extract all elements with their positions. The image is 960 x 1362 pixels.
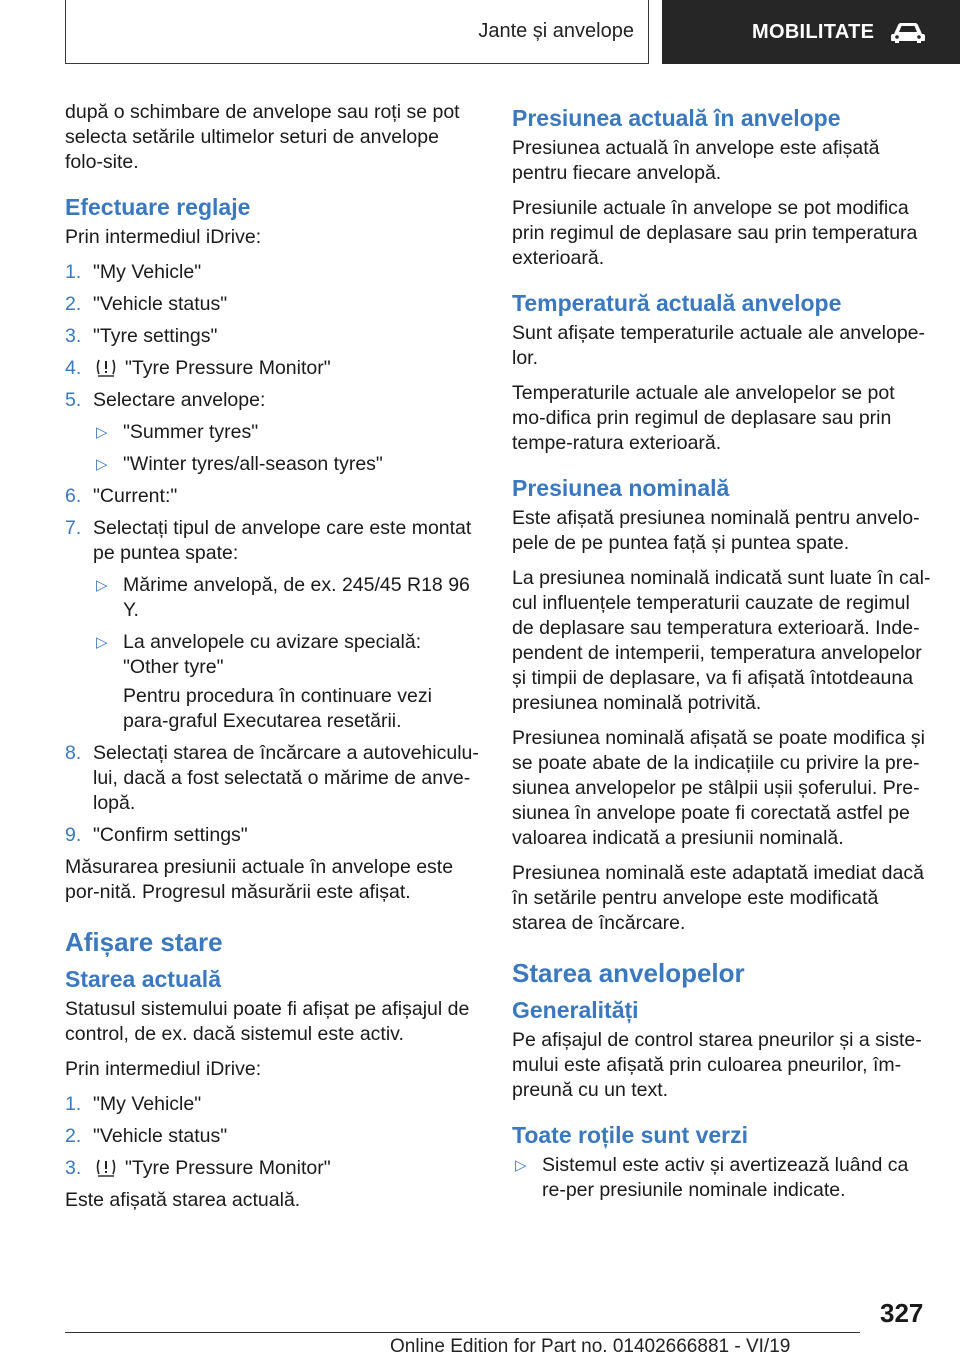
green-wheels-list (512, 1153, 932, 1203)
status-paragraph: Statusul sistemului poate fi afișat pe afișajul de control, de ex. dacă sistemul este activ. (65, 998, 470, 1045)
car-icon (890, 20, 926, 44)
tyre-type-sublist (93, 420, 480, 477)
heading-presiunea-nominala: Presiunea nominală (512, 475, 730, 501)
right-column (512, 100, 932, 1203)
list-item: 6. "Current:" (65, 485, 178, 507)
header-chapter-box (662, 0, 960, 64)
paragraph: Presiunea nominală afișată se poate modifica și se poate abate de la indicațiile cu privire la pre-siunea anvelopelor pe stâlpii ușii șoferului. Pre-siunea în anvelope poate fi corectată astfel pe valoarea indicată a presiunii nominală. (512, 727, 925, 849)
footer-divider (65, 1332, 860, 1333)
triangle-bullet-icon: ▷ (96, 577, 108, 594)
heading-afisare-stare: Afișare stare (65, 927, 223, 957)
list-item: 7. Selectați tipul de anvelope care este montat pe puntea spate: ▷ Mărime anvelopă, de ex. 245/45 R18 96 Y. ▷ La anvelopele cu avizare specială: "Other tyre" Pentru procedura în continuare vezi para-graful Executarea resetării. (65, 516, 480, 734)
reset-note: Pentru procedura în continuare vezi para-graful Executarea resetării. (123, 685, 432, 732)
list-item: 5. Selectare anvelope: ▷ "Summer tyres" ▷ "Winter tyres/all-season tyres" (65, 388, 480, 477)
list-item: ▷ Mărime anvelopă, de ex. 245/45 R18 96 Y. (96, 574, 470, 621)
paragraph: Presiunea actuală în anvelope este afișată pentru fiecare anvelopă. (512, 137, 880, 184)
rear-tyre-sublist (93, 573, 480, 734)
paragraph: Sunt afișate temperaturile actuale ale anvelope-lor. (512, 322, 926, 369)
heading-generalitati: Generalități (512, 997, 639, 1023)
paragraph: Este afișată presiunea nominală pentru anvelo-pele de pe puntea față și puntea spate. (512, 507, 920, 554)
paragraph: Temperaturile actuale ale anvelopelor se pot mo-difica prin regimul de deplasare sau prin tempe-ratura exterioară. (512, 382, 895, 454)
heading-roti-verzi: Toate roțile sunt verzi (512, 1122, 749, 1148)
list-item: 4. "Tyre Pressure Monitor" (65, 357, 331, 379)
paragraph: Presiunile actuale în anvelope se pot modifica prin regimul de deplasare sau prin temperatura exterioară. (512, 197, 918, 269)
triangle-bullet-icon: ▷ (96, 424, 108, 441)
list-item: ▷ "Summer tyres" (96, 421, 259, 443)
list-item: 2. "Vehicle status" (65, 293, 228, 315)
tyre-pressure-warning-icon (95, 357, 117, 377)
list-item: 1. "My Vehicle" (65, 1093, 202, 1115)
triangle-bullet-icon: ▷ (96, 634, 108, 651)
current-status-shown: Este afișată starea actuală. (65, 1189, 301, 1211)
header-chapter-title: MOBILITATE (752, 20, 875, 43)
paragraph: Presiunea nominală este adaptată imediat dacă în setările pentru anvelope este modificată starea de încărcare. (512, 862, 924, 934)
list-item: 2. "Vehicle status" (65, 1125, 228, 1147)
paragraph: Pe afișajul de control starea pneurilor și a siste-mului este afișată prin culoarea pneurilor, îm-preună cu un text. (512, 1029, 922, 1101)
settings-steps-list (65, 260, 480, 848)
list-item: ▷ La anvelopele cu avizare specială: "Other tyre" Pentru procedura în continuare vezi para-graful Executarea resetării. (93, 630, 480, 734)
heading-starea-anvelopelor: Starea anvelopelor (512, 958, 745, 988)
header-section-box (65, 0, 649, 64)
list-item: ▷ "Winter tyres/all-season tyres" (96, 453, 383, 475)
page-number: 327 (880, 1298, 924, 1328)
intro-paragraph: după o schimbare de anvelope sau roți se pot selecta setările ultimelor seturi de anvelope folo-site. (65, 101, 460, 173)
triangle-bullet-icon: ▷ (515, 1157, 527, 1174)
via-idrive-text-2: Prin intermediul iDrive: (65, 1058, 262, 1080)
list-item: 3. "Tyre Pressure Monitor" (65, 1157, 331, 1179)
header-section-title: Jante și anvelope (478, 20, 634, 42)
tyre-pressure-warning-icon (95, 1157, 117, 1177)
via-idrive-text: Prin intermediul iDrive: (65, 226, 262, 248)
heading-efectuare-reglaje: Efectuare reglaje (65, 194, 251, 220)
left-column (65, 100, 480, 1223)
status-steps-list (65, 1092, 480, 1181)
list-item: ▷ Sistemul este activ și avertizează luând ca re-per presiunile nominale indicate. (515, 1154, 909, 1201)
heading-presiunea-actuala: Presiunea actuală în anvelope (512, 105, 841, 131)
heading-temperatura: Temperatură actuală anvelope (512, 290, 842, 316)
list-item: 3. "Tyre settings" (65, 325, 218, 347)
list-item: 9. "Confirm settings" (65, 824, 248, 846)
list-item: 8. Selectați starea de încărcare a autovehiculu-lui, dacă a fost selectată o mărime de anve-lopă. (65, 742, 479, 814)
heading-starea-actuala: Starea actuală (65, 966, 221, 992)
list-item: 1. "My Vehicle" (65, 261, 202, 283)
triangle-bullet-icon: ▷ (96, 456, 108, 473)
paragraph: La presiunea nominală indicată sunt luate în cal-cul influențele temperaturii cauzate de regimul de deplasare sau temperatura exterioară. Inde-pendent de intemperii, temperatura anvelopelor și timpii de deplasare, va fi afișată întotdeauna presiunea nominală potrivită. (512, 567, 931, 714)
footer-edition-text: Online Edition for Part no. 01402666881 - VI/19 (390, 1336, 791, 1357)
measurement-paragraph: Măsurarea presiunii actuale în anvelope este por-nită. Progresul măsurării este afișat. (65, 856, 454, 903)
